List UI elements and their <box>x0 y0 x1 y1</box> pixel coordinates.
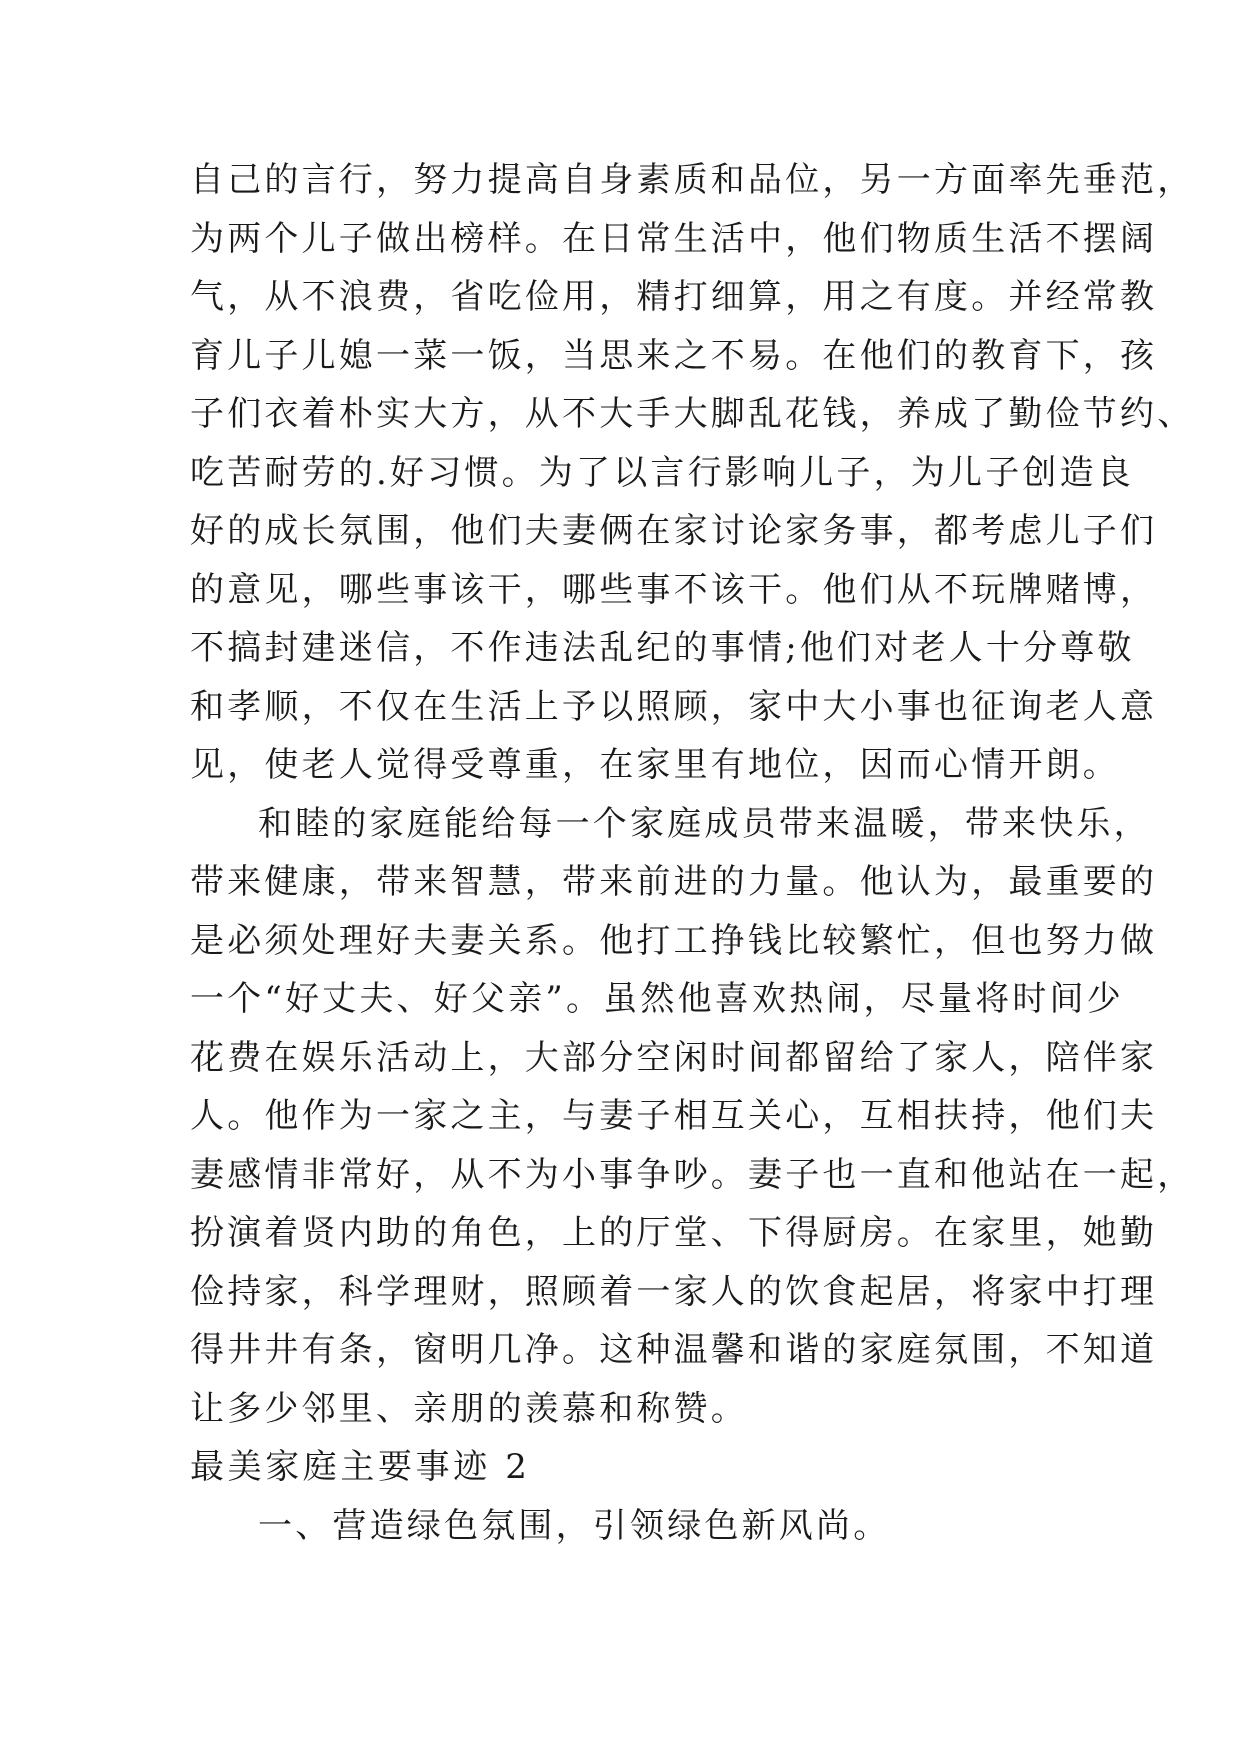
text-line: 和睦的家庭能给每一个家庭成员带来温暖，带来快乐， <box>258 803 1151 844</box>
text-line: 是必须处理好夫妻关系。他打工挣钱比较繁忙，但也努力做 <box>190 920 1158 961</box>
paragraph-green-atmosphere <box>190 1505 1070 1567</box>
text-line: 不搞封建迷信，不作违法乱纪的事情;他们对老人十分尊敬 <box>190 628 1135 668</box>
text-line: 花费在娱乐活动上，大部分空闲时间都留给了家人，陪伴家 <box>190 1037 1158 1078</box>
text-line: 俭持家，科学理财，照顾着一家人的饮食起居，将家中打理 <box>190 1271 1158 1312</box>
text-line: 人。他作为一家之主，与妻子相互关心，互相扶持，他们夫 <box>190 1096 1158 1136</box>
text-line: 子们衣着朴实大方，从不大手大脚乱花钱，养成了勤俭节约、 <box>190 394 1195 434</box>
text-line: 吃苦耐劳的.好习惯。为了以言行影响儿子，为儿子创造良 <box>190 452 1135 493</box>
text-line: 一、营造绿色氛围，引领绿色新风尚。 <box>258 1505 891 1546</box>
text-line: 自己的言行，努力提高自身素质和品位，另一方面率先垂范， <box>190 160 1195 200</box>
text-line: 带来健康，带来智慧，带来前进的力量。他认为，最重要的 <box>190 862 1158 902</box>
text-line: 为两个儿子做出榜样。在日常生活中，他们物质生活不摆阔 <box>190 218 1158 259</box>
text-line: 扮演着贤内助的角色，上的厅堂、下得厨房。在家里，她勤 <box>190 1213 1158 1253</box>
text-line: 和孝顺，不仅在生活上予以照顾，家中大小事也征询老人意 <box>190 686 1158 727</box>
text-line: 见，使老人觉得受尊重，在家里有地位，因而心情开朗。 <box>190 745 1120 785</box>
paragraph-harmonious-family <box>190 803 1195 1450</box>
text-line: 好的成长氛围，他们夫妻俩在家讨论家务事，都考虑儿子们 <box>190 511 1158 551</box>
text-line: 让多少邻里、亲朋的羡慕和称赞。 <box>190 1388 748 1429</box>
text-line: 得井井有条，窗明几净。这种温馨和谐的家庭氛围，不知道 <box>190 1330 1158 1370</box>
document-page <box>190 160 1195 1566</box>
paragraph-family-conduct <box>190 160 1195 806</box>
text-line: 妻感情非常好，从不为小事争吵。妻子也一直和他站在一起， <box>190 1154 1195 1195</box>
text-line: 气，从不浪费，省吃俭用，精打细算，用之有度。并经常教 <box>190 277 1158 317</box>
text-line: 育儿子儿媳一菜一饭，当思来之不易。在他们的教育下，孩 <box>190 335 1158 376</box>
text-line: 一个“好丈夫、好父亲”。虽然他喜欢热闹，尽量将时间少 <box>190 979 1124 1019</box>
text-line: 的意见，哪些事该干，哪些事不该干。他们从不玩牌赌博， <box>190 569 1158 610</box>
section-heading: 最美家庭主要事迹 2 <box>190 1447 531 1487</box>
